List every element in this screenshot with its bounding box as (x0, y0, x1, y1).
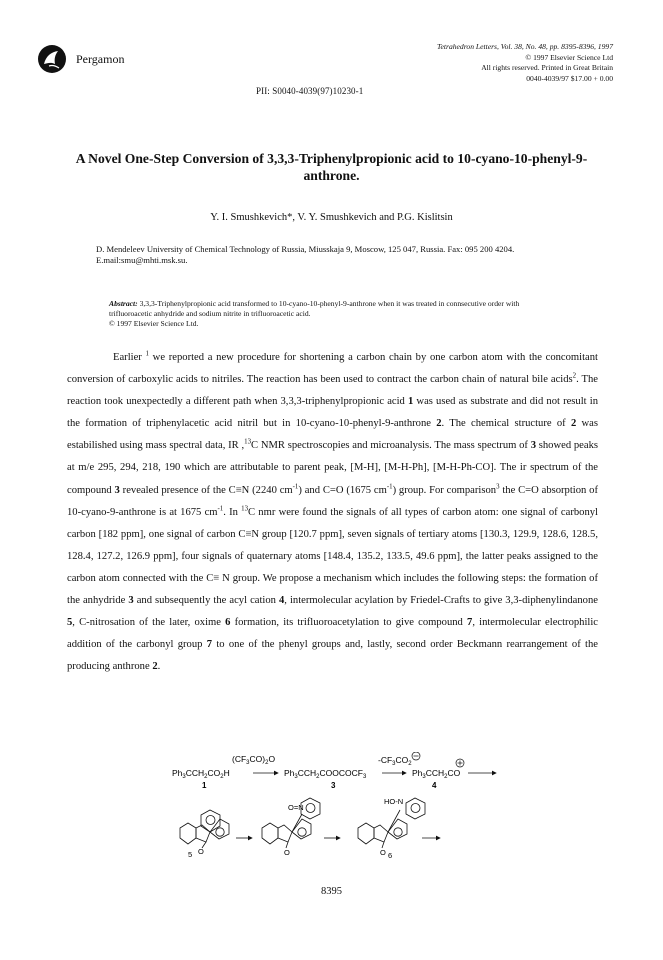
journal-issn: 0040-4039/97 $17.00 + 0.00 (526, 73, 613, 83)
journal-rights: All rights reserved. Printed in Great Britain (481, 63, 613, 72)
structure-indanone-5 (180, 810, 229, 848)
reaction-scheme (150, 752, 530, 872)
nitroso-group: O=N (288, 803, 304, 812)
acyl-cation: $Ph_3CCH_2CO$ (412, 768, 461, 780)
journal-citation: Tetrahedron Letters, Vol. 38, No. 48, pp. 8395-8396, 1997 (437, 42, 613, 51)
carbonyl-oxygen-5: O (198, 847, 204, 856)
reagent-tfaa: $(CF_3CO)_2O$ (232, 754, 276, 766)
paper-title: A Novel One-Step Conversion of 3,3,3-Triphenylpropionic acid to 10-cyano-10-phenyl-9-anthrone. (75, 151, 588, 183)
abstract-text: 3,3,3-Triphenylpropionic acid transformed to 10-cyano-10-phenyl-9-anthrone when it was treated in connsecutive order with trifluoroacetic anhydride and sodium nitrite in trifluoroacetic acid. (109, 299, 520, 318)
compound-label-6: 6 (388, 851, 393, 860)
pergamon-logo-icon (37, 44, 67, 74)
starting-material: $Ph_3CCH_2CO_2H$ (172, 768, 230, 780)
journal-copyright: © 1997 Elsevier Science Ltd (525, 52, 613, 62)
compound-label-5: 5 (188, 850, 193, 859)
abstract (109, 299, 564, 329)
author-list: Y. I. Smushkevich*, V. Y. Smushkevich and P.G. Kislitsin (210, 212, 453, 223)
carbonyl-oxygen: O (284, 848, 290, 857)
body-text (67, 347, 598, 678)
pii-identifier: PII: S0040-4039(97)10230-1 (256, 86, 364, 96)
affiliation: D. Mendeleev University of Chemical Technology of Russia, Miusskaja 9, Moscow, 125 047, Russia. Fax: 095 200 4204. E.mail:smu@mhti.msk.su. (96, 244, 515, 265)
abstract-label: Abstract: (109, 299, 138, 308)
abstract-copyright: © 1997 Elsevier Science Ltd. (109, 319, 199, 328)
oxime-group: HO-N (384, 797, 404, 806)
body-paragraph: Earlier $^1$ we reported a new procedure for shortening a carbon chain by one carbon atom with the concomitant conversion of carboxylic acids to nitriles. The reaction has been used to contract the carbon chain of natural bile acids$^2$. The reaction took unexpectedly a different path when 3,3,3-triphenylpropionic acid 1 was used as substrate and did not result in the formation of triphenylacetic acid nitril but in 10-cyano-10-phenyl-9-anthrone 2. The chemical structure of 2 was estabilished using mass spectral data, IR ,$^{13}$C NMR spectroscopies and microanalysis. The mass spectrum of 3 showed peaks at m/e 295, 294, 218, 190 which are attributable to parent peak, [M-H], [M-H-Ph], [M-H-Ph-CO]. The ir spectrum of the compound 3 revealed presence of the C≡N (2240 $cm^{-1}$) and C=O (1675 $cm^{-1}$) group. For comparison$^3$ the C=O absorption of 10-cyano-9-anthrone is at 1675 $cm^{-1}$. In $^{13}$C nmr were found the signals of all types of carbon atom: one signal of carbonyl carbon [182 ppm], one signal of carbon C≡N group [120.7 ppm], seven signals of tertiary atoms [130.3, 129.9, 128.6, 128.5, 128.4, 127.2, 126.9 ppm], four signals of quaternary atoms [148.4, 135.2, 133.5, 49.6 ppm], the latter peaks assigned to the carbon atom connected with the C≡ N group. We propose a mechanism which includes the following steps: the formation of the anhydride 3 and subsequently the acyl cation 4, intermolecular acylation by Friedel-Crafts to give 3,3-diphenylindanone 5, C-nitrosation of the later, oxime 6 formation, its trifluoroacetylation to give compound 7, intermolecular electrophilic addition of the carbonyl group 7 to one of the phenyl groups and, lastly, second order Beckmann rearrangement of the producing anthrone 2. (67, 350, 599, 673)
compound-label-3: 3 (331, 781, 336, 790)
publisher-name: Pergamon (76, 52, 125, 66)
carbonyl-oxygen-6: O (380, 848, 386, 857)
compound-label-4: 4 (432, 781, 437, 790)
anhydride: $Ph_3CCH_2COOCOCF_3$ (284, 768, 367, 780)
journal-info (293, 42, 613, 84)
compound-label-1: 1 (202, 781, 207, 790)
reagent-loss-tfa: $-CF_3CO_2$ (378, 755, 412, 767)
page-number: 8395 (321, 886, 342, 897)
